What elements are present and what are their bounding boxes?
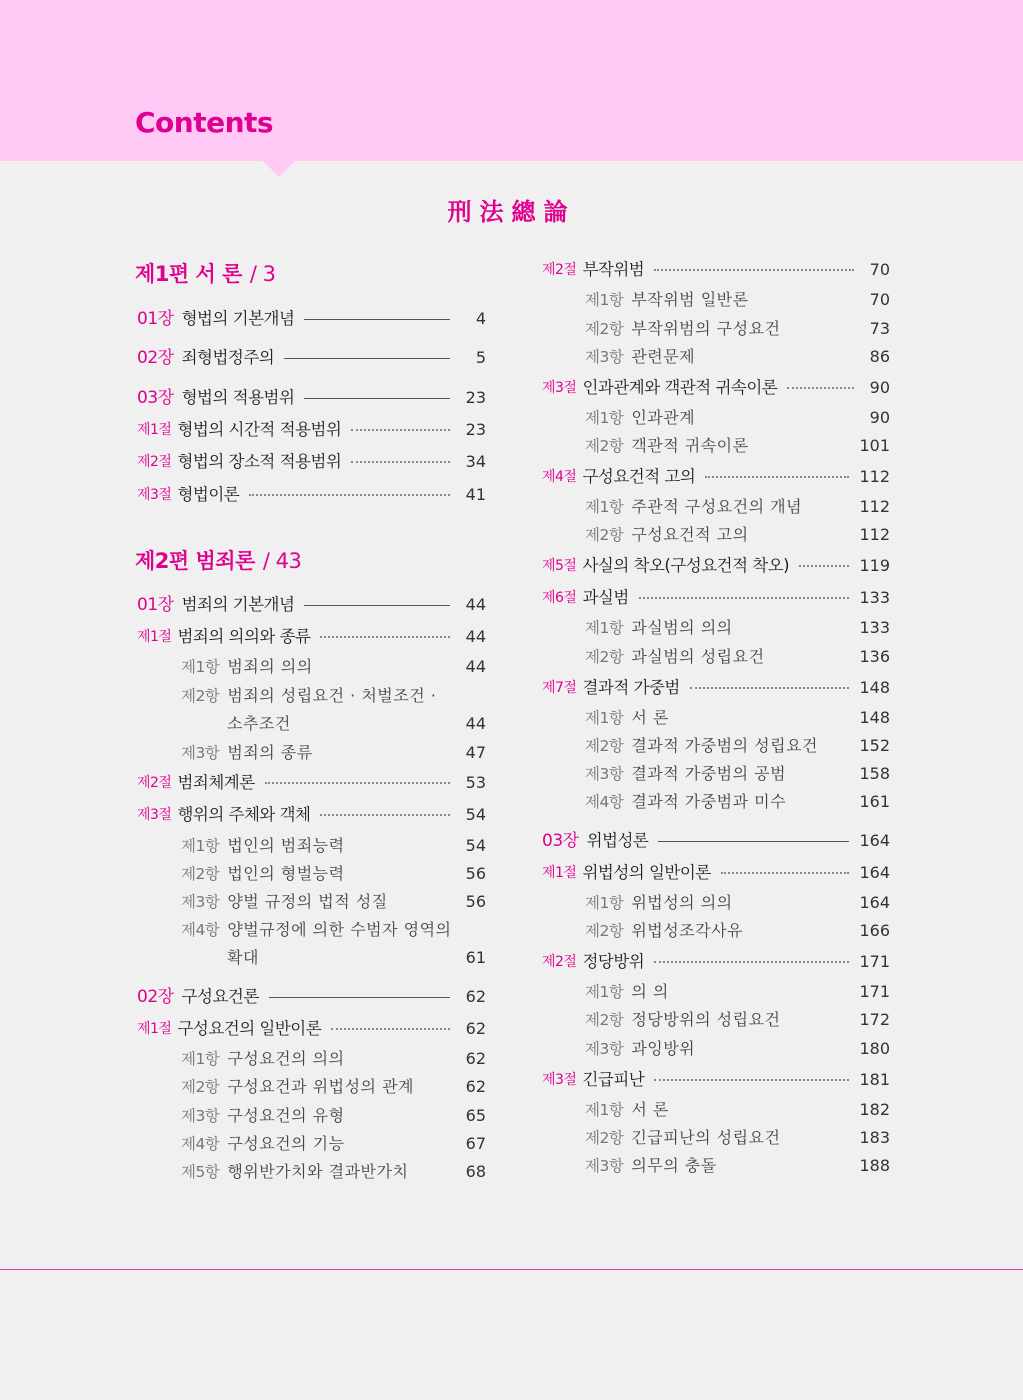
toc-subsection[interactable] <box>585 1128 890 1148</box>
toc-subsection[interactable] <box>585 618 890 638</box>
entry-number: 제3절 <box>137 807 172 823</box>
entry-page: 53 <box>465 773 486 792</box>
toc-section[interactable] <box>542 467 890 487</box>
entry-number: 02장 <box>137 987 174 1007</box>
entry-number: 제1항 <box>585 291 624 309</box>
entry-page: 164 <box>859 893 890 912</box>
entry-number: 제3항 <box>585 1040 624 1058</box>
toc-section[interactable] <box>542 678 890 698</box>
entry-number: 제4항 <box>585 793 624 811</box>
entry-number: 제2항 <box>585 320 624 338</box>
toc-subsection[interactable] <box>585 1039 890 1059</box>
leader-dots <box>249 494 450 496</box>
entry-page: 68 <box>465 1162 486 1181</box>
part-page: / 3 <box>249 262 276 286</box>
entry-label: 범죄의 의의 <box>227 657 313 676</box>
entry-number: 제5절 <box>542 558 577 574</box>
entry-number: 제2절 <box>137 775 172 791</box>
entry-number: 제1절 <box>137 422 172 438</box>
entry-label: 구성요건론 <box>181 987 259 1006</box>
entry-label: 양벌규정에 의한 수범자 영역의 <box>227 920 452 939</box>
entry-page: 133 <box>859 618 890 637</box>
entry-number: 제5항 <box>181 1163 220 1181</box>
entry-label: 부작위범 일반론 <box>631 290 749 309</box>
entry-page: 62 <box>465 1019 486 1038</box>
toc-subsection[interactable] <box>181 920 486 940</box>
entry-label: 사실의 착오(구성요건적 착오) <box>582 556 790 575</box>
entry-page: 148 <box>859 678 890 697</box>
toc-subsection[interactable] <box>181 892 486 912</box>
entry-page: 54 <box>465 836 486 855</box>
entry-page: 119 <box>859 556 890 575</box>
entry-label: 서 론 <box>631 708 669 727</box>
entry-number: 제2항 <box>585 526 624 544</box>
book-title: 刑法總論 <box>447 197 576 226</box>
entry-label: 구성요건의 일반이론 <box>177 1019 322 1038</box>
entry-page: 181 <box>859 1070 890 1089</box>
entry-label: 양벌 규정의 법적 성질 <box>227 892 388 911</box>
entry-number: 01장 <box>137 309 174 329</box>
entry-number: 제1절 <box>137 1021 172 1037</box>
toc-section[interactable] <box>542 863 890 883</box>
entry-label: 위법성의 일반이론 <box>582 863 711 882</box>
entry-label: 형법의 장소적 적용범위 <box>177 452 342 471</box>
entry-number: 제2항 <box>585 1011 624 1029</box>
entry-page: 67 <box>465 1134 486 1153</box>
entry-page: 133 <box>859 588 890 607</box>
toc-subsection[interactable] <box>585 764 890 784</box>
toc-chapter[interactable] <box>137 388 486 408</box>
entry-page: 23 <box>465 388 486 407</box>
entry-number: 제3항 <box>181 744 220 762</box>
entry-number: 제1항 <box>181 658 220 676</box>
toc-section[interactable] <box>137 420 486 440</box>
entry-page: 41 <box>465 485 486 504</box>
leader-dots <box>654 269 854 271</box>
toc-chapter[interactable] <box>137 348 486 368</box>
toc-entry-continuation[interactable] <box>227 714 486 734</box>
entry-label: 과실범의 의의 <box>631 618 733 637</box>
toc-section[interactable] <box>137 627 486 647</box>
entry-number: 제1항 <box>585 709 624 727</box>
entry-page: 112 <box>859 525 890 544</box>
leader-line <box>284 358 450 359</box>
toc-subsection[interactable] <box>585 1100 890 1120</box>
entry-page: 70 <box>869 290 890 309</box>
entry-page: 61 <box>465 948 486 967</box>
leader-line <box>658 841 849 842</box>
toc-subsection[interactable] <box>585 1156 890 1176</box>
entry-page: 47 <box>465 743 486 762</box>
leader-line <box>304 319 450 320</box>
entry-page: 5 <box>475 348 486 367</box>
entry-number: 제2항 <box>181 865 220 883</box>
entry-label: 의 의 <box>631 982 669 1001</box>
entry-label: 객관적 귀속이론 <box>631 436 749 455</box>
entry-page: 44 <box>465 627 486 646</box>
entry-label: 구성요건적 고의 <box>582 467 696 486</box>
leader-dots <box>721 872 850 874</box>
entry-label: 과잉방위 <box>631 1039 696 1058</box>
entry-number: 제2절 <box>542 954 577 970</box>
entry-number: 제1항 <box>585 498 624 516</box>
part-heading-1[interactable] <box>135 258 276 288</box>
entry-page: 44 <box>465 657 486 676</box>
toc-section[interactable] <box>137 485 486 505</box>
entry-page: 62 <box>465 1049 486 1068</box>
entry-page: 164 <box>859 831 890 850</box>
toc-subsection[interactable] <box>181 1049 486 1069</box>
entry-label: 의무의 충돌 <box>631 1156 717 1175</box>
bottom-divider <box>0 1269 1023 1270</box>
entry-number: 제1항 <box>181 837 220 855</box>
toc-section[interactable] <box>542 1070 890 1090</box>
toc-subsection[interactable] <box>585 647 890 667</box>
entry-number: 제2항 <box>585 437 624 455</box>
entry-number: 03장 <box>137 388 174 408</box>
entry-number: 제4절 <box>542 469 577 485</box>
entry-number: 제1항 <box>585 409 624 427</box>
leader-dots <box>265 782 450 784</box>
toc-chapter[interactable] <box>137 595 486 615</box>
entry-label: 범죄의 기본개념 <box>181 595 295 614</box>
entry-page: 56 <box>465 864 486 883</box>
entry-label: 긴급피난의 성립요건 <box>631 1128 781 1147</box>
entry-page: 152 <box>859 736 890 755</box>
entry-page: 112 <box>859 497 890 516</box>
toc-subsection[interactable] <box>181 1162 486 1182</box>
entry-page: 101 <box>859 436 890 455</box>
toc-section[interactable] <box>542 952 890 972</box>
entry-label: 서 론 <box>631 1100 669 1119</box>
entry-number: 02장 <box>137 348 174 368</box>
leader-dots <box>351 461 450 463</box>
entry-page: 62 <box>465 1077 486 1096</box>
leader-dots <box>639 597 850 599</box>
toc-subsection[interactable] <box>585 792 890 812</box>
toc-section[interactable] <box>542 260 890 280</box>
entry-page: 166 <box>859 921 890 940</box>
toc-subsection[interactable] <box>181 686 486 706</box>
toc-subsection[interactable] <box>585 319 890 339</box>
toc-section[interactable] <box>542 588 890 608</box>
entry-label: 구성요건적 고의 <box>631 525 749 544</box>
entry-label: 정당방위 <box>582 952 645 971</box>
entry-number: 제6절 <box>542 590 577 606</box>
leader-line <box>304 398 450 399</box>
toc-subsection[interactable] <box>181 743 486 763</box>
leader-line <box>269 997 450 998</box>
entry-number: 제1항 <box>585 619 624 637</box>
entry-number: 제2항 <box>585 1129 624 1147</box>
entry-page: 183 <box>859 1128 890 1147</box>
toc-subsection[interactable] <box>585 921 890 941</box>
entry-page: 34 <box>465 452 486 471</box>
toc-chapter[interactable] <box>137 987 486 1007</box>
entry-number: 제2항 <box>585 648 624 666</box>
entry-label: 결과적 가중범의 공범 <box>631 764 787 783</box>
entry-label: 범죄의 의의와 종류 <box>177 627 311 646</box>
leader-dots <box>331 1028 450 1030</box>
part-title: 제1편 서 론 <box>135 262 242 286</box>
entry-page: 65 <box>465 1106 486 1125</box>
entry-number: 제2항 <box>585 922 624 940</box>
toc-subsection[interactable] <box>181 836 486 856</box>
toc-section[interactable] <box>542 556 890 576</box>
entry-label: 형법이론 <box>177 485 240 504</box>
entry-number: 제3항 <box>181 893 220 911</box>
toc-section[interactable] <box>137 805 486 825</box>
leader-dots <box>320 636 450 638</box>
entry-page: 44 <box>465 714 486 733</box>
entry-page: 188 <box>859 1156 890 1175</box>
toc-section[interactable] <box>542 378 890 398</box>
entry-label: 구성요건의 의의 <box>227 1049 345 1068</box>
entry-label: 인과관계와 객관적 귀속이론 <box>582 378 778 397</box>
entry-label: 구성요건의 유형 <box>227 1106 345 1125</box>
entry-number: 제2절 <box>137 454 172 470</box>
leader-dots <box>351 429 450 431</box>
entry-label: 관련문제 <box>631 347 696 366</box>
entry-label: 결과적 가중범 <box>582 678 680 697</box>
entry-number: 제4항 <box>181 1135 220 1153</box>
entry-page: 70 <box>869 260 890 279</box>
entry-number: 제3항 <box>585 1157 624 1175</box>
entry-label: 정당방위의 성립요건 <box>631 1010 781 1029</box>
entry-label: 법인의 형벌능력 <box>227 864 345 883</box>
page-title: Contents <box>135 106 274 139</box>
toc-section[interactable] <box>137 773 486 793</box>
entry-label: 결과적 가중범과 미수 <box>631 792 787 811</box>
toc-section[interactable] <box>137 452 486 472</box>
toc-chapter[interactable] <box>137 309 486 329</box>
part-heading-2[interactable] <box>135 545 301 575</box>
entry-page: 182 <box>859 1100 890 1119</box>
toc-subsection[interactable] <box>585 497 890 517</box>
entry-label: 형법의 기본개념 <box>181 309 295 328</box>
entry-label: 위법성의 의의 <box>631 893 733 912</box>
entry-number: 제7절 <box>542 680 577 696</box>
entry-label: 결과적 가중범의 성립요건 <box>631 736 819 755</box>
entry-label: 소추조건 <box>227 714 291 733</box>
entry-page: 62 <box>465 987 486 1006</box>
entry-label: 구성요건의 기능 <box>227 1134 345 1153</box>
entry-label: 형법의 시간적 적용범위 <box>177 420 342 439</box>
entry-label: 과실범의 성립요건 <box>631 647 765 666</box>
entry-label: 구성요건과 위법성의 관계 <box>227 1077 415 1096</box>
toc-subsection[interactable] <box>585 436 890 456</box>
entry-label: 긴급피난 <box>582 1070 645 1089</box>
leader-dots <box>654 1079 849 1081</box>
entry-number: 제2항 <box>181 687 220 705</box>
entry-page: 164 <box>859 863 890 882</box>
entry-page: 180 <box>859 1039 890 1058</box>
toc-subsection[interactable] <box>585 708 890 728</box>
toc-subsection[interactable] <box>585 290 890 310</box>
entry-page: 161 <box>859 792 890 811</box>
leader-dots <box>799 565 849 567</box>
entry-number: 제3항 <box>585 765 624 783</box>
toc-subsection[interactable] <box>181 1134 486 1154</box>
toc-subsection[interactable] <box>585 893 890 913</box>
entry-number: 제3항 <box>181 1107 220 1125</box>
entry-number: 제1절 <box>137 629 172 645</box>
entry-page: 54 <box>465 805 486 824</box>
entry-page: 86 <box>869 347 890 366</box>
entry-number: 제1항 <box>585 983 624 1001</box>
entry-number: 제3절 <box>542 380 577 396</box>
header-notch <box>263 161 295 177</box>
toc-subsection[interactable] <box>181 657 486 677</box>
entry-number: 제2절 <box>542 262 577 278</box>
entry-number: 제1항 <box>585 894 624 912</box>
toc-subsection[interactable] <box>585 1010 890 1030</box>
toc-subsection[interactable] <box>585 347 890 367</box>
leader-line <box>304 605 450 606</box>
entry-number: 제2항 <box>585 737 624 755</box>
entry-label: 주관적 구성요건의 개념 <box>631 497 803 516</box>
part-page: / 43 <box>262 549 302 573</box>
toc-subsection[interactable] <box>181 1077 486 1097</box>
entry-page: 148 <box>859 708 890 727</box>
entry-number: 제1항 <box>181 1050 220 1068</box>
entry-page: 4 <box>475 309 486 328</box>
leader-dots <box>705 476 849 478</box>
entry-number: 03장 <box>542 831 579 851</box>
entry-label: 형법의 적용범위 <box>181 388 295 407</box>
entry-page: 172 <box>859 1010 890 1029</box>
entry-page: 171 <box>859 982 890 1001</box>
entry-label: 범죄체계론 <box>177 773 255 792</box>
entry-number: 제3항 <box>585 348 624 366</box>
entry-label: 과실범 <box>582 588 629 607</box>
toc-subsection[interactable] <box>585 982 890 1002</box>
entry-label: 범죄의 성립요건 · 처벌조건 · <box>227 686 437 705</box>
entry-page: 73 <box>869 319 890 338</box>
entry-label: 위법성론 <box>586 831 649 850</box>
toc-subsection[interactable] <box>181 864 486 884</box>
entry-label: 행위반가치와 결과반가치 <box>227 1162 409 1181</box>
entry-number: 제4항 <box>181 921 220 939</box>
entry-page: 112 <box>859 467 890 486</box>
entry-page: 90 <box>869 378 890 397</box>
entry-page: 90 <box>869 408 890 427</box>
toc-subsection[interactable] <box>181 1106 486 1126</box>
entry-number: 제1절 <box>542 865 577 881</box>
entry-number: 제3절 <box>137 487 172 503</box>
toc-subsection[interactable] <box>585 408 890 428</box>
toc-subsection[interactable] <box>585 736 890 756</box>
toc-subsection[interactable] <box>585 525 890 545</box>
entry-page: 23 <box>465 420 486 439</box>
entry-page: 56 <box>465 892 486 911</box>
entry-page: 171 <box>859 952 890 971</box>
leader-dots <box>654 961 849 963</box>
entry-label: 죄형법정주의 <box>181 348 275 367</box>
entry-number: 제3절 <box>542 1072 577 1088</box>
toc-entry-continuation[interactable] <box>227 948 486 968</box>
entry-label: 행위의 주체와 객체 <box>177 805 311 824</box>
entry-label: 확대 <box>227 948 259 967</box>
entry-page: 136 <box>859 647 890 666</box>
entry-label: 범죄의 종류 <box>227 743 313 762</box>
entry-page: 44 <box>465 595 486 614</box>
entry-page: 158 <box>859 764 890 783</box>
leader-dots <box>320 814 450 816</box>
entry-number: 제1항 <box>585 1101 624 1119</box>
leader-dots <box>690 687 850 689</box>
entry-label: 부작위범 <box>582 260 645 279</box>
entry-label: 부작위범의 구성요건 <box>631 319 781 338</box>
toc-chapter[interactable] <box>542 831 890 851</box>
entry-label: 위법성조각사유 <box>631 921 744 940</box>
entry-number: 01장 <box>137 595 174 615</box>
entry-label: 법인의 범죄능력 <box>227 836 345 855</box>
leader-dots <box>787 387 854 389</box>
entry-number: 제2항 <box>181 1078 220 1096</box>
toc-section[interactable] <box>137 1019 486 1039</box>
part-title: 제2편 범죄론 <box>135 549 255 573</box>
entry-label: 인과관계 <box>631 408 696 427</box>
